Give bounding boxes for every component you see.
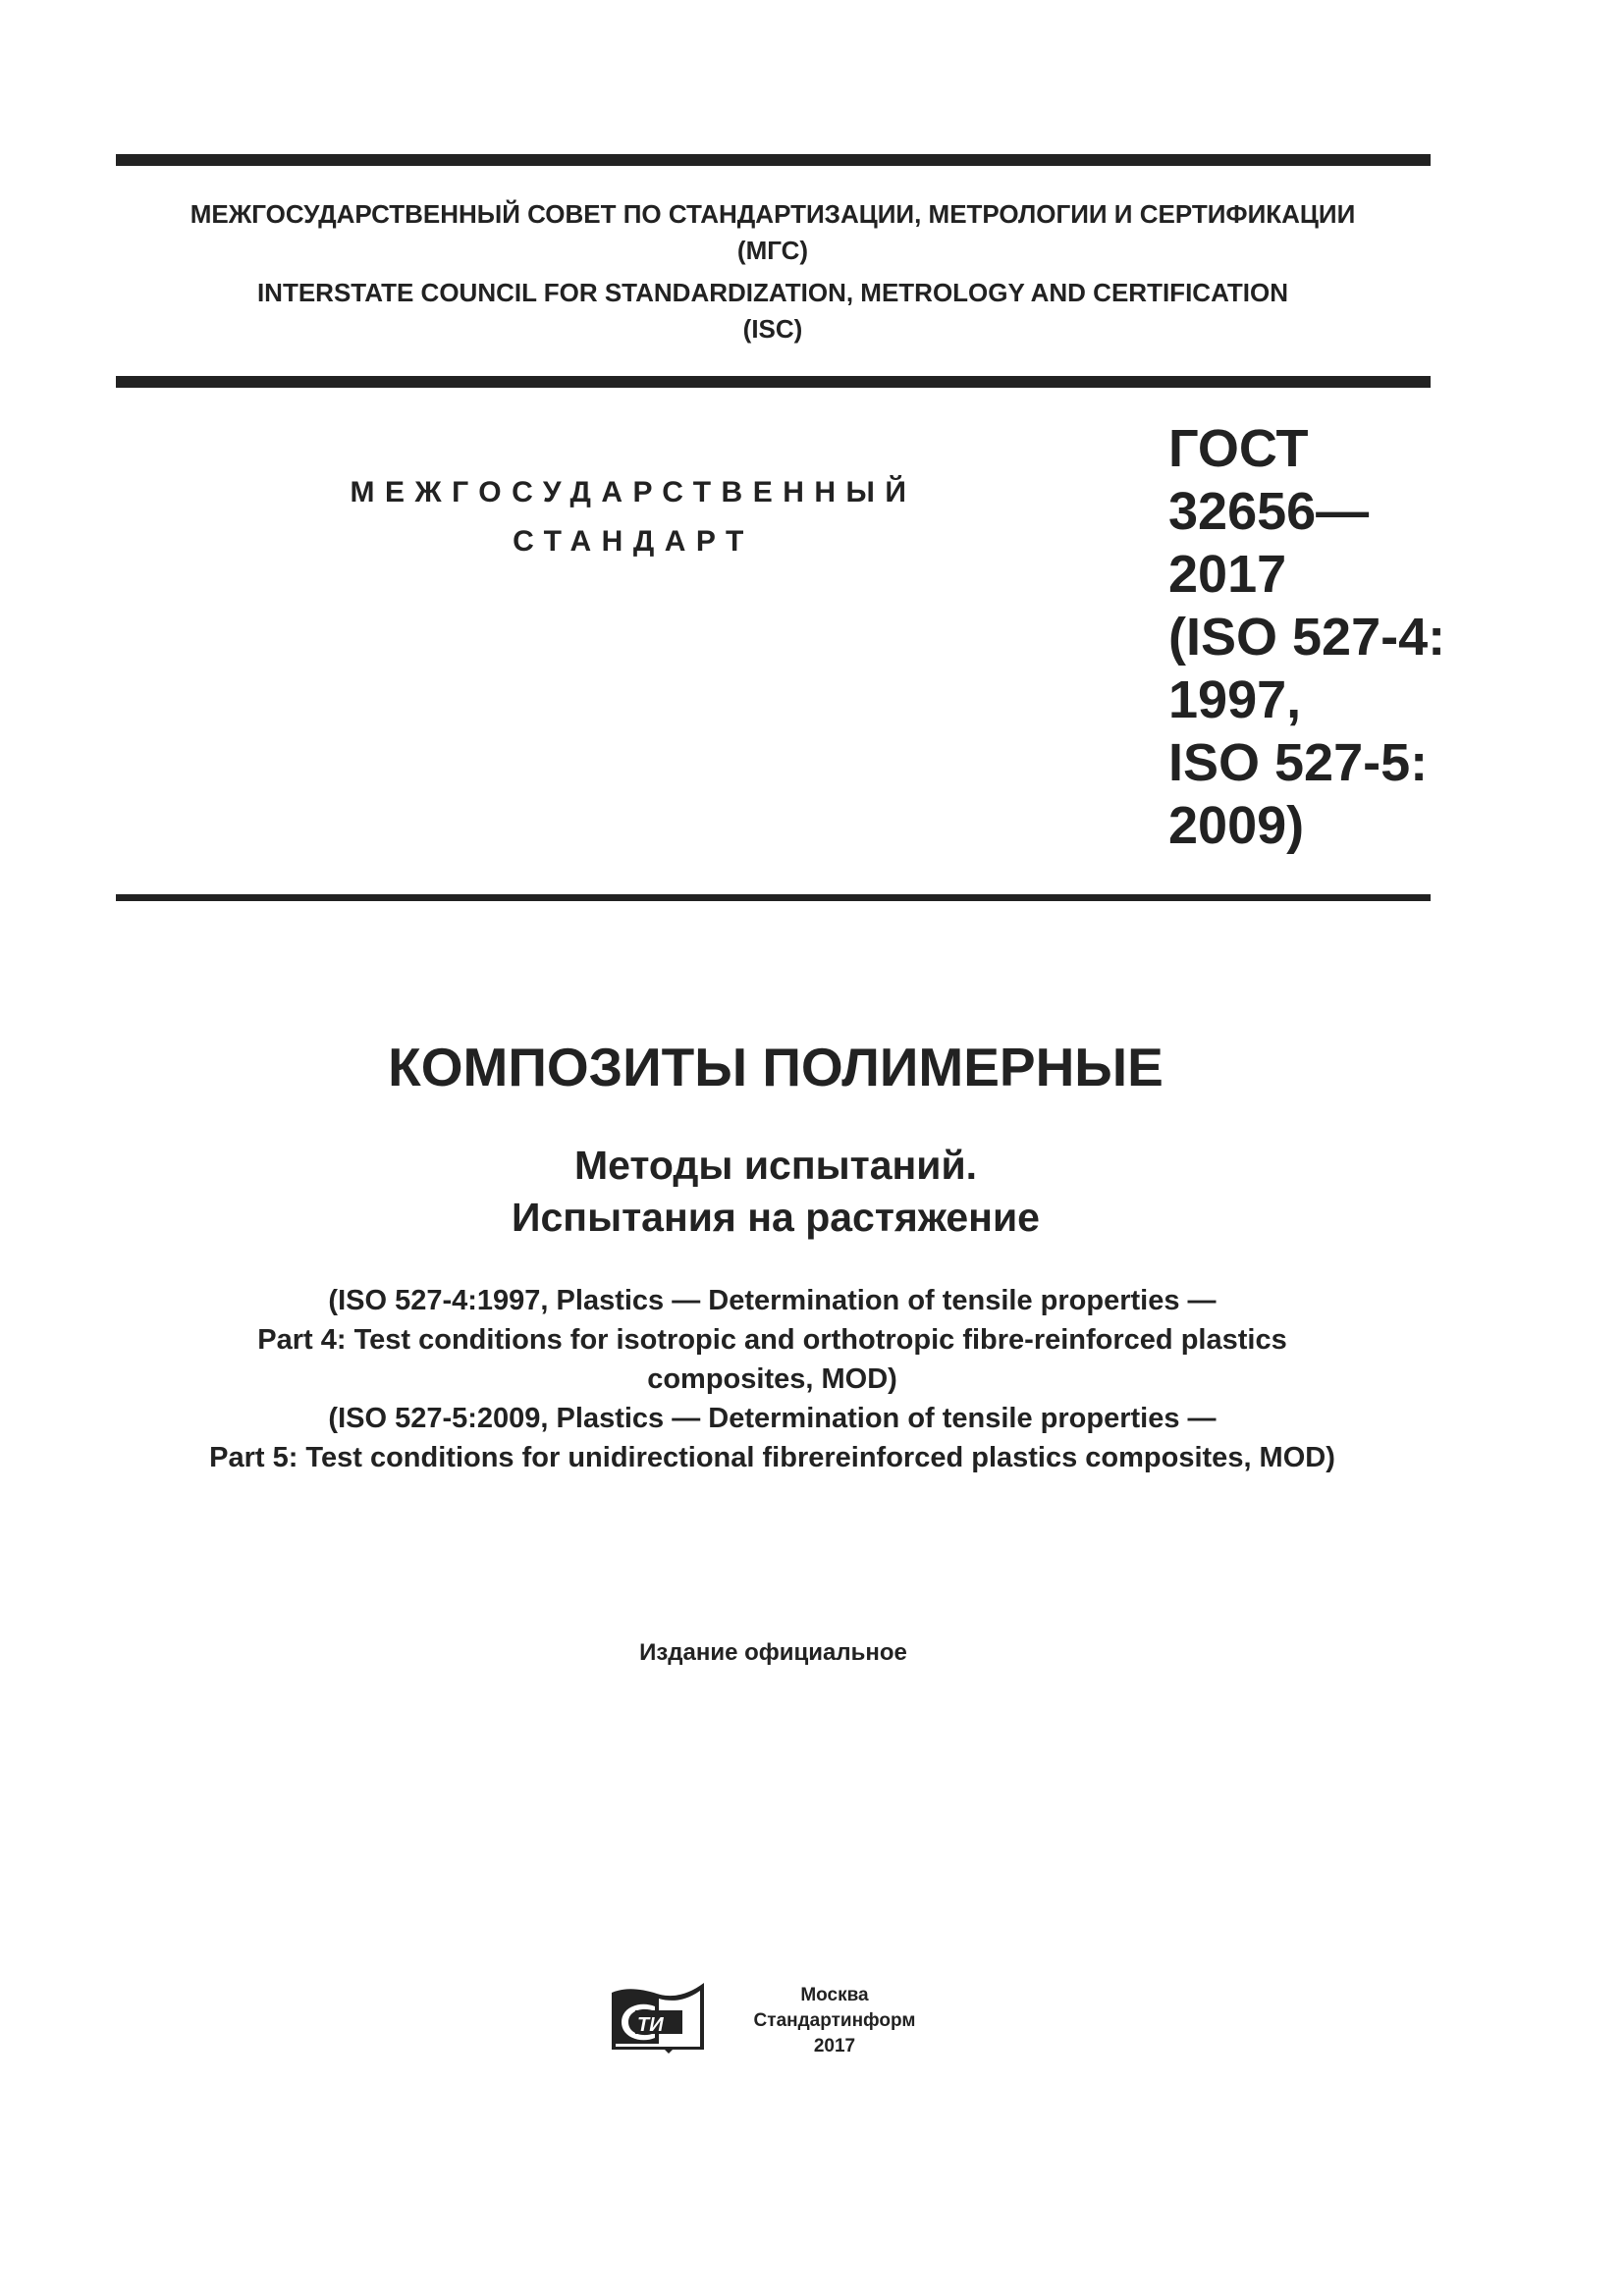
standartinform-logo-icon bbox=[612, 1981, 704, 2055]
official-edition-label: Издание официальное bbox=[639, 1639, 907, 1666]
standard-kind-line1: МЕЖГОСУДАРСТВЕННЫЙ bbox=[350, 476, 917, 508]
publisher-name: Стандартинформ bbox=[753, 2010, 916, 2031]
iso-reference-line: (ISO 527-5:2009, Plastics — Determination of tensile properties — bbox=[328, 1403, 1217, 1434]
iso-reference-line: (ISO 527-4:1997, Plastics — Determination of tensile properties — bbox=[328, 1285, 1217, 1316]
standard-designation bbox=[1168, 417, 1445, 857]
council-name-en: INTERSTATE COUNCIL FOR STANDARDIZATION, METROLOGY AND CERTIFICATION bbox=[256, 278, 1289, 307]
top-rule bbox=[116, 154, 1431, 166]
designation-line: ГОСТ bbox=[1168, 419, 1309, 478]
publisher-city: Москва bbox=[800, 1985, 869, 2005]
iso-reference-line: Part 5: Test conditions for unidirectional fibrereinforced plastics composites, MOD) bbox=[209, 1442, 1335, 1473]
designation-line: 2009) bbox=[1168, 796, 1305, 855]
council-name-ru: МЕЖГОСУДАРСТВЕННЫЙ СОВЕТ ПО СТАНДАРТИЗАЦИИ, МЕТРОЛОГИИ И СЕРТИФИКАЦИИ bbox=[189, 199, 1356, 229]
designation-line: 2017 bbox=[1168, 545, 1287, 604]
designation-line: (ISO 527-4: bbox=[1168, 608, 1446, 667]
council-abbr-ru: (МГС) bbox=[736, 236, 809, 265]
subtitle-line: Методы испытаний. bbox=[573, 1143, 978, 1188]
council-abbr-en: (ISC) bbox=[742, 314, 803, 344]
designation-line: 32656— bbox=[1168, 482, 1370, 541]
publication-year: 2017 bbox=[813, 2036, 856, 2056]
document-subtitle bbox=[0, 1140, 1551, 1244]
iso-reference-line: composites, MOD) bbox=[647, 1363, 897, 1395]
header-rule bbox=[116, 376, 1431, 388]
iso-reference-line: Part 4: Test conditions for isotropic and orthotropic fibre-reinforced plastics bbox=[257, 1324, 1287, 1356]
standard-kind-line2: СТАНДАРТ bbox=[513, 525, 754, 558]
publisher-info bbox=[727, 1983, 943, 2059]
designation-rule bbox=[116, 894, 1431, 901]
designation-line: 1997, bbox=[1168, 670, 1302, 729]
subtitle-line: Испытания на растяжение bbox=[512, 1195, 1040, 1240]
document-title: КОМПОЗИТЫ ПОЛИМЕРНЫЕ bbox=[388, 1037, 1164, 1097]
svg-text:ТИ: ТИ bbox=[637, 2014, 664, 2036]
designation-line: ISO 527-5: bbox=[1168, 733, 1429, 792]
iso-reference bbox=[0, 1281, 1544, 1477]
